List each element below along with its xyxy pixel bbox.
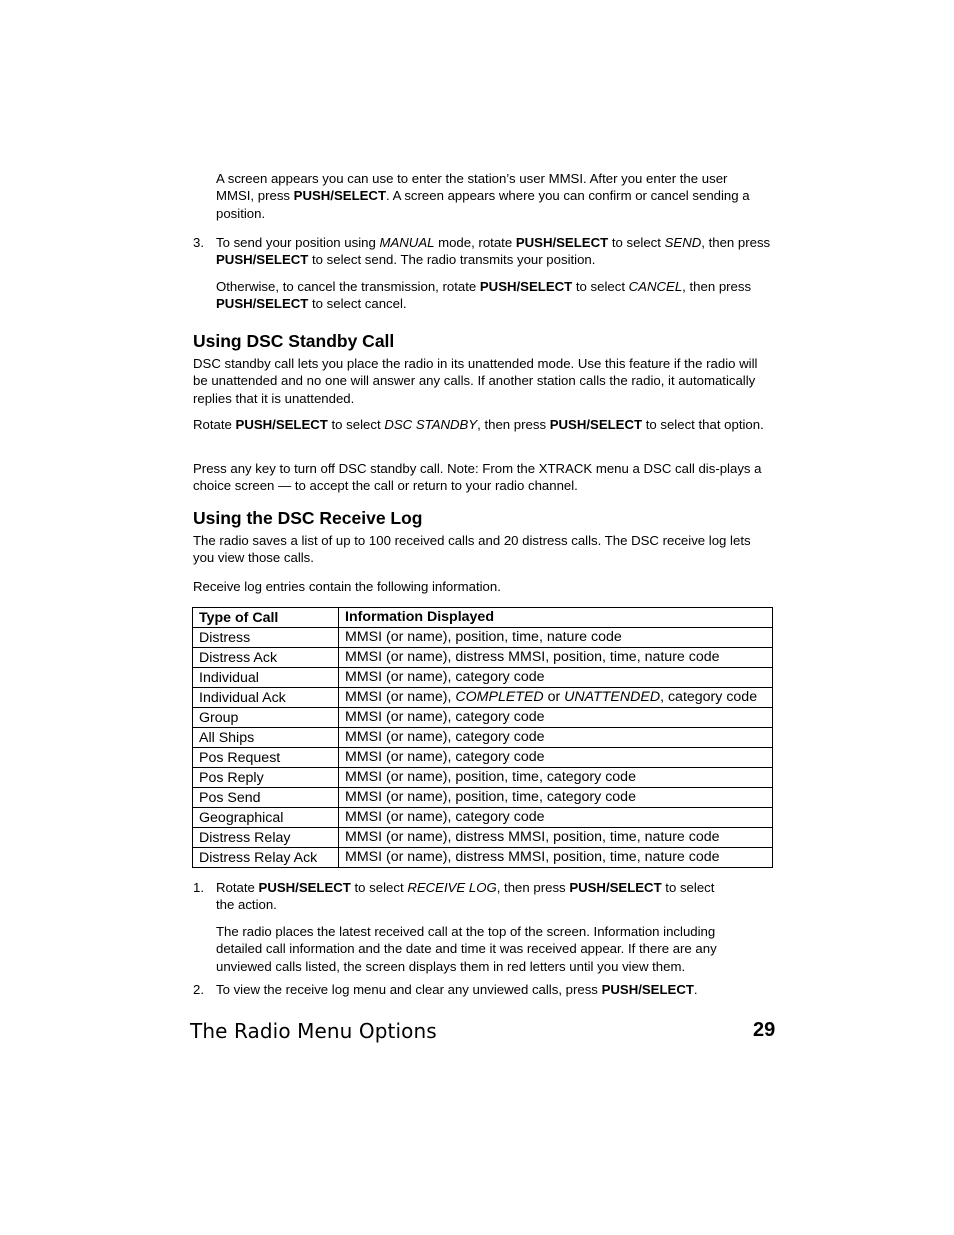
type-of-call-cell: Group [193, 708, 339, 728]
table-row [193, 688, 773, 708]
standby-paragraph-3: Press any key to turn off DSC standby call. Note: From the XTRACK menu a DSC call dis-plays a choice screen — to accept the call or return to your radio channel. [193, 461, 762, 494]
type-of-call-cell: Pos Request [193, 748, 339, 768]
information-displayed-cell: MMSI (or name), distress MMSI, position, time, nature code [339, 848, 773, 868]
type-of-call-cell: Distress Relay [193, 828, 339, 848]
information-displayed-cell: MMSI (or name), distress MMSI, position, time, nature code [339, 648, 773, 668]
table-row [193, 708, 773, 728]
step-1-text: Rotate PUSH/SELECT to select RECEIVE LOG, then press PUSH/SELECT to select the action. [216, 880, 715, 913]
type-of-call-cell: All Ships [193, 728, 339, 748]
page-number: 29 [753, 1019, 776, 1041]
table-header-row [193, 608, 773, 628]
step-2-text: To view the receive log menu and clear any unviewed calls, press PUSH/SELECT. [216, 982, 698, 997]
table-row [193, 748, 773, 768]
table-row [193, 628, 773, 648]
receive-log-paragraph-1: The radio saves a list of up to 100 received calls and 20 distress calls. The DSC receive log lets you view those calls. [193, 533, 751, 566]
information-displayed-cell: MMSI (or name), category code [339, 728, 773, 748]
step-3-number: 3. [193, 235, 204, 250]
information-displayed-cell: MMSI (or name), position, time, category code [339, 768, 773, 788]
otherwise-paragraph: Otherwise, to cancel the transmission, rotate PUSH/SELECT to select CANCEL, then press PUSH/SELECT to select cancel. [216, 279, 752, 312]
table-row [193, 848, 773, 868]
step-1-number: 1. [193, 880, 204, 895]
header-information-displayed: Information Displayed [339, 608, 773, 628]
information-displayed-cell: MMSI (or name), category code [339, 748, 773, 768]
receive-log-paragraph-2: Receive log entries contain the following information. [193, 579, 501, 594]
intro-paragraph: A screen appears you can use to enter the station’s user MMSI. After you enter the user MMSI, press PUSH/SELECT. A screen appears where you can confirm or cancel sending a position. [216, 171, 750, 221]
type-of-call-cell: Individual [193, 668, 339, 688]
standby-paragraph-2: Rotate PUSH/SELECT to select DSC STANDBY, then press PUSH/SELECT to select that option. [193, 417, 764, 432]
information-displayed-cell: MMSI (or name), category code [339, 808, 773, 828]
information-displayed-cell: MMSI (or name), position, time, nature code [339, 628, 773, 648]
information-displayed-cell: MMSI (or name), category code [339, 668, 773, 688]
table-row [193, 788, 773, 808]
information-displayed-cell: MMSI (or name), category code [339, 708, 773, 728]
type-of-call-cell: Pos Reply [193, 768, 339, 788]
receive-log-heading: Using the DSC Receive Log [193, 508, 423, 528]
information-displayed-cell: MMSI (or name), position, time, category code [339, 788, 773, 808]
information-displayed-cell: MMSI (or name), COMPLETED or UNATTENDED, category code [339, 688, 773, 708]
step-3-text: To send your position using MANUAL mode, rotate PUSH/SELECT to select SEND, then press PUSH/SELECT to select send. The radio transmits your position. [216, 235, 771, 268]
table-row [193, 808, 773, 828]
table-row [193, 768, 773, 788]
type-of-call-cell: Pos Send [193, 788, 339, 808]
step-2-number: 2. [193, 982, 204, 997]
table-row [193, 668, 773, 688]
information-displayed-cell: MMSI (or name), distress MMSI, position, time, nature code [339, 828, 773, 848]
type-of-call-cell: Geographical [193, 808, 339, 828]
table-row [193, 648, 773, 668]
receive-log-table [192, 607, 773, 868]
header-type-of-call: Type of Call [193, 608, 339, 628]
standby-heading: Using DSC Standby Call [193, 331, 395, 351]
type-of-call-cell: Distress Ack [193, 648, 339, 668]
type-of-call-cell: Distress Relay Ack [193, 848, 339, 868]
type-of-call-cell: Individual Ack [193, 688, 339, 708]
footer-title: The Radio Menu Options [190, 1019, 437, 1043]
table-row [193, 828, 773, 848]
table-row [193, 728, 773, 748]
step-1-note: The radio places the latest received call at the top of the screen. Information including detailed call information and the date and time it was received appear. If there are any unviewed calls listed, the screen displays them in red letters until you view them. [216, 924, 717, 974]
standby-paragraph-1: DSC standby call lets you place the radio in its unattended mode. Use this feature if the radio will be unattended and no one will answer any calls. If another station calls the radio, it automatically replies that it is unattended. [193, 356, 758, 406]
type-of-call-cell: Distress [193, 628, 339, 648]
